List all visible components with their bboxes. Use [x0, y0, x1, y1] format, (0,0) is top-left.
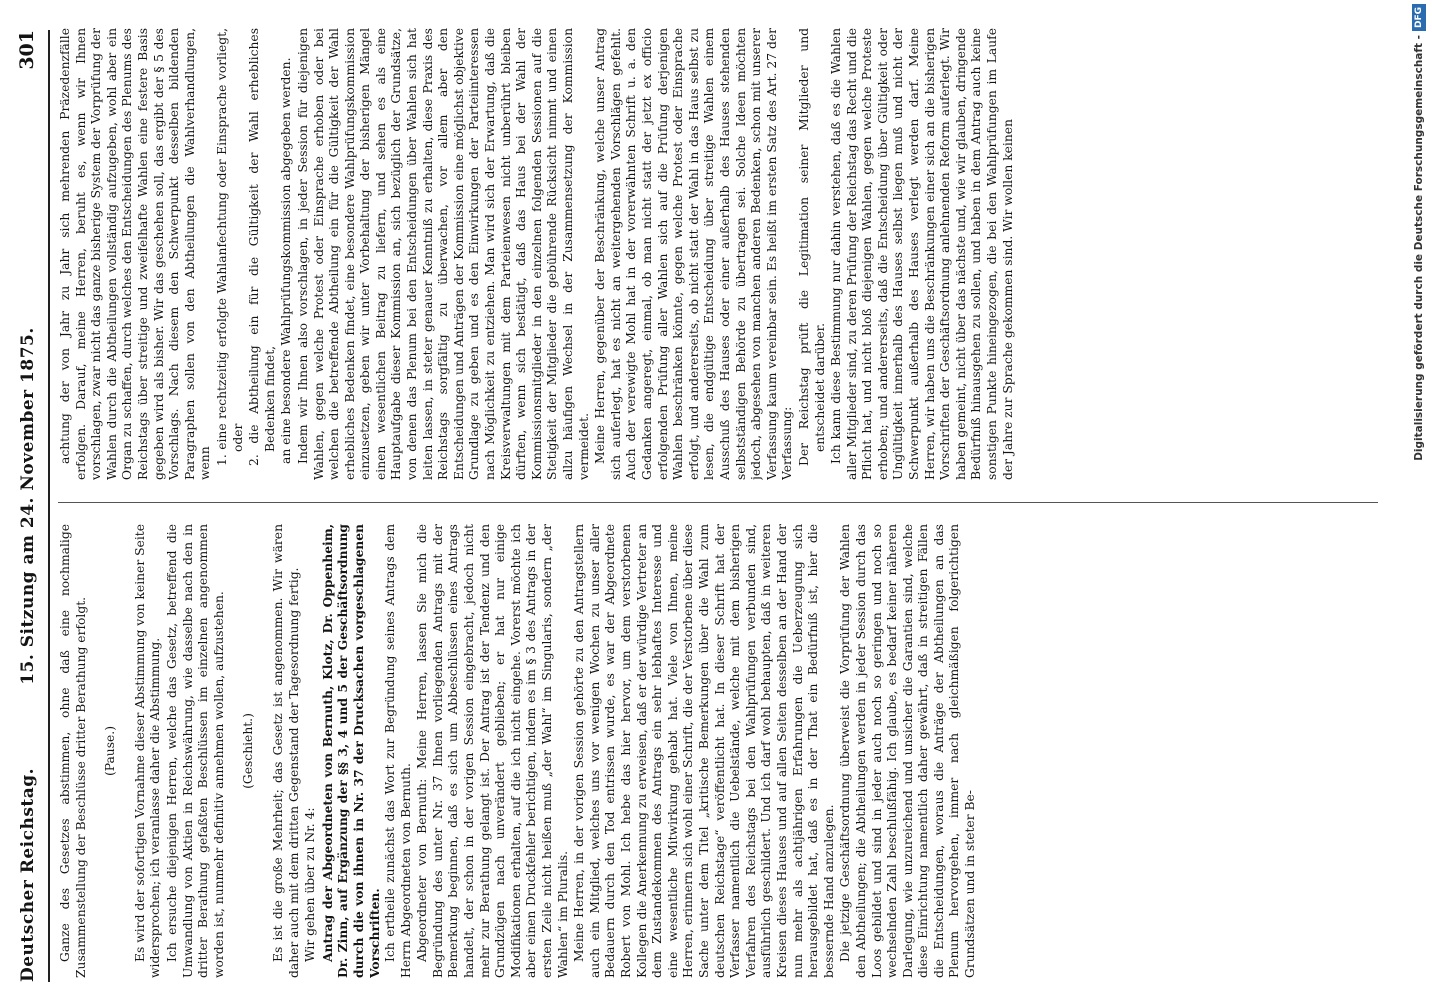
stage-direction: (Geschieht.) [241, 713, 256, 789]
right-text-column [58, 28, 1386, 480]
header-left-title: Deutscher Reichstag. [18, 767, 38, 982]
paragraph: 1. eine rechtzeitig erfolgte Wahlanfechtung oder Einsprache vorliegt, oder [214, 28, 245, 466]
paragraph: Meine Herren, gegenüber der Beschränkung, welche unser Antrag sich auferlegt, hat es nicht an weitergehenden Vorschlägen gefehlt. Auch der verewigte Mohl hat in der vorerwähnten Schrift u. a. den Gedanken angeregt, einmal, ob man nicht statt der jetzt ex officio erfolgenden Prüfung aller Wahlen sich auf die Prüfung derjenigen Wahlen beschränken könnte, gegen welche Protest oder Einsprache erfolgt, und andererseits, ob nicht statt der Wahl in das Haus selbst zu lesen, die endgültige Entscheidung über streitige Wahlen einem Ausschuß des Hauses oder einer außerhalb des Hauses stehenden selbstständigen Behörde zu übertragen sei. Solche Ideen möchten jedoch, abgesehen von manchen anderen Bedenken, schon mit unserer Verfassung kaum vereinbar sein. Es heißt im ersten Satz des Art. 27 der Verfassung: [593, 28, 795, 480]
page-header [12, 30, 50, 982]
paragraph: Abgeordneter von Bernuth: Meine Herren, lassen Sie mich die Begründung des unter Nr. 37 Ihnen vorliegenden Antrags mit der Bemerkung beginnen, daß es sich um Abbeschlüssen eines Antrags handelt, der schon in der vorigen Session eingebracht, jedoch nicht mehr zur Berathung gelangt ist. Der Antrag ist der Tendenz und den Grundzügen nach unverändert geblieben; er hat nur einige Modifikationen erhalten, auf die ich nicht eingehe. Vorerst möchte ich aber einen Druckfehler berichtigen, indem es im § 3 des Antrags in der ersten Zeile nicht heißen muß „der Wahl“ im Singularis, sondern „der Wahlen“ im Pluralis. [415, 524, 570, 978]
dfg-logo: DFG [1412, 4, 1426, 31]
paragraph: Der Reichstag prüft die Legitimation seiner Mitglieder und entscheidet darüber. [796, 28, 827, 466]
paragraph: Wir gehen über zu Nr. 4: [303, 807, 318, 962]
paragraph: Es ist die große Mehrheit; das Gesetz ist angenommen. Wir wären daher auch mit dem dritten Gegenstand der Tagesordnung fertig. [270, 524, 301, 978]
paragraph: Ich ersuche diejenigen Herren, welche das Gesetz, betreffend die Umwandlung von Aktien in Reichswährung, wie dasselbe nach den in dritter Berathung gefaßten Beschlüssen im einzelnen angenommen worden ist, nunmehr definitiv annehmen wollen, aufzustehen. [164, 524, 226, 978]
paragraph: Ich ertheile zunächst das Wort zur Begründung seines Antrags dem Herrn Abgeordneten von Bernuth. [383, 524, 413, 978]
agenda-heading: Antrag der Abgeordneten von Bernuth, Klotz, Dr. Oppenheim, Dr. Zinn, auf Ergänzung der §§ 3, 4 und 5 der Geschäftsordnung durch die von ihnen in Nr. 37 der Drucksachen vorgeschlagenen Vorschriften. [319, 524, 382, 978]
digitization-credit [1406, 0, 1432, 1000]
paragraph: 2. die Abtheilung ein für die Gültigkeit der Wahl erhebliches Bedenken findet, [247, 28, 277, 466]
paragraph: Ich kann diese Bestimmung nur dahin verstehen, daß es die Wahlen aller Mitglieder sind, zu deren Prüfung der Reichstag das Recht und die Pflicht hat, und nicht bloß diejenigen Wahlen, gegen welche Proteste erhoben; und andererseits, daß die Entscheidung über Gültigkeit oder Ungültigkeit innerhalb des Hauses selbst liegen muß und nicht der Schwerpunkt außerhalb des Hauses verlegt werden darf. Meine Herren, wir haben uns die Beschränkungen einer sich an die bisherigen Vorschriften der Geschäftsordnung anlehnenden Reform auferlegt. Wir haben gemeint, nicht über das nächste und, wie wir glauben, dringende Bedürfniß hinausgehen zu sollen, und haben in dem Antrag auch keine sonstigen Punkte hineingezogen, die bei den Wahlprüfungen im Laufe der Jahre zur Sprache gekommen sind. Wir wollen keinen [829, 28, 1015, 480]
paragraph: Es wird der sofortigen Vornahme dieser Abstimmung von keiner Seite widersprochen; ich veranlasse daher die Abstimmung. [132, 524, 163, 978]
page-number: 301 [16, 30, 38, 70]
header-session-title: 15. Sitzung am 24. November 1875. [18, 327, 38, 685]
paragraph: Die jetzige Geschäftsordnung überweist die Vorprüfung der Wahlen den Abtheilungen; die Abtheilungen werden in jeder Session durch das Loos gebildet und sind in jeder auch noch so geringen und noch so wechselnden Zahl beschlußfähig. Ich glaube, es bedarf keiner näheren Darlegung, wie unzureichend und unsicher die Garantien sind, welche diese Einrichtung namentlich daher gewährt, daß in streitigen Fällen die Entscheidungen, woraus die Anträge der Abtheilungen an das Plenum hervorgehen, immer nach gleichmäßigen folgerichtigen Grundsätzen und in steter Be- [838, 524, 978, 978]
stage-direction: (Pause.) [103, 725, 118, 777]
paragraph: Meine Herren, in der vorigen Session gehörte zu den Antragstellern auch ein Mitglied, welches uns vor wenigen Wochen zu unser aller Bedauern durch den Tod entrissen wurde, es war der Abgeordnete Robert von Mohl. Ich hebe das hier hervor, um dem verstorbenen Kollegen die Anerkennung zu erweisen, daß er der würdige Vertreter an dem Zustandekommen des Antrags ein sehr lebhaftes Interesse und eine wesentliche Mitwirkung gehabt hat. Viele von Ihnen, meine Herren, erinnern sich wohl einer Schrift, die der Verstorbene über diese Sache unter dem Titel „kritische Bemerkungen über die Wahl zum deutschen Reichstage“ veröffentlicht hat. In dieser Schrift hat der Verfasser namentlich die Uebelstände, welche mit dem bisherigen Verfahren des Reichstags bei den Wahlprüfungen verbunden sind, ausführlich geschildert. Und ich darf wohl behaupten, daß in weiteren Kreisen dieses Hauses und auf allen Seiten desselben an der Hand der nun mehr als achtjährigen Erfahrungen die Ueberzeugung sich herausgebildet hat, daß es in der That ein Bedürfniß ist, hier die bessernde Hand anzulegen. [572, 524, 836, 978]
paragraph: Ganze des Gesetzes abstimmen, ohne daß eine nochmalige Zusammenstellung der Beschlüsse dritter Berathung erfolgt. [58, 524, 88, 978]
paragraph: an eine besondere Wahlprüfungskommission abgegeben werden. [279, 57, 294, 464]
left-text-column [58, 524, 1386, 978]
credit-text: Digitalisierung gefördert durch die Deutsche Forschungsgemeinschaft - [1413, 35, 1425, 461]
paragraph: Indem wir Ihnen also vorschlagen, in jeder Session für diejenigen Wahlen, gegen welche Protest oder Einsprache erhoben oder bei welchen die betreffende Abtheilung ein für die Gültigkeit der Wahl erhebliches Bedenken findet, eine besondere Wahlprüfungskommission einzusetzen, geben wir unter Vorbehaltung der bisherigen Mängel einen wesentlichen Beitrag zu liefern, und sehen es als eine Hauptaufgabe dieser Kommission an, sich bezüglich der Grundsätze, von denen das Plenum bei den Entscheidungen über Wahlen sich hat leiten lassen, in steter genauer Kenntniß zu erhalten, diese Praxis des Reichstags sorgfältig zu überwachen, vor allem aber den Entscheidungen und Anträgen der Kommission eine möglichst objektive Grundlage zu geben und es den Einwirkungen der Parteiinteressen nach Möglichkeit zu entziehen. Man wird sich der Erwartung, daß die Kreisverwaltungen mit dem Parteienwesen nicht unberührt bleiben dürften, wenn sich bestätigt, daß das Haus bei der Wahl der Kommissionsmitglieder in den einzelnen folgenden Sessionen auf die Stetigkeit der Mitglieder die gebührende Rücksicht nimmt und einen allzu häufigen Wechsel in der Zusammensetzung der Kommission vermeidet. [295, 28, 591, 480]
column-divider [58, 502, 1378, 503]
paragraph: achtung der von Jahr zu Jahr sich mehrenden Präzedenzfälle erfolgen. Darauf, meine Herren, beruht es, wenn wir Ihnen vorschlagen, zwar nicht das ganze bisherige System der Vorprüfung der Wahlen durch die Abtheilungen vollständig aufzugeben, wohl aber ein Organ zu schaffen, durch welches den Entscheidungen des Plenums des Reichstags über streitige und zweifelhafte Wahlen eine festere Basis gegeben wird als bisher. Wir das geschehen soll, das ergibt der § 5 des Vorschlags. Nach diesem den Schwerpunkt desselben bildenden Paragraphen sollen von den Abtheilungen die Wahlverhandlungen, wenn [58, 28, 213, 480]
